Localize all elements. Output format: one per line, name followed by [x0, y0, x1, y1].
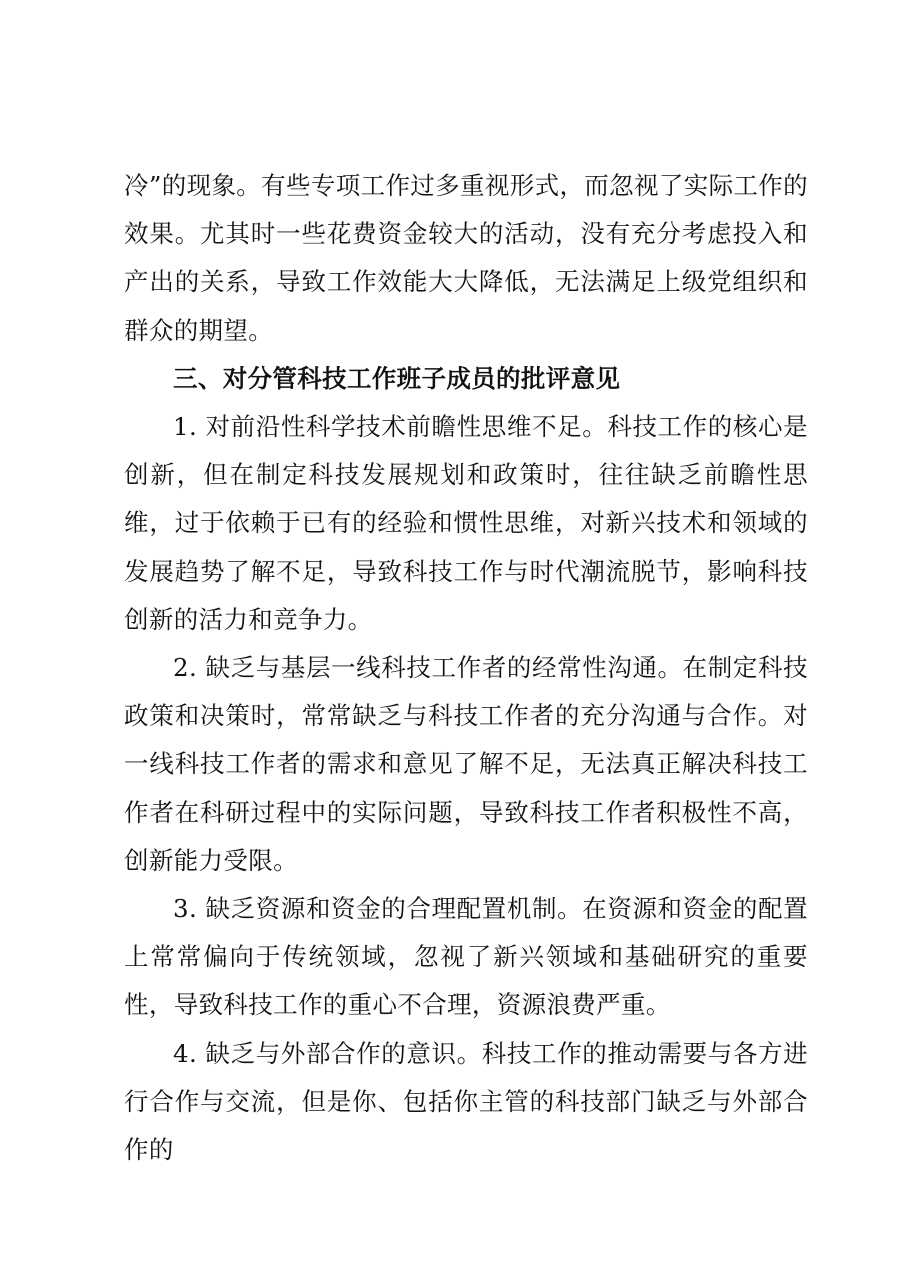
list-item: 3. 缺乏资源和资金的合理配置机制。在资源和资金的配置上常常偏向于传统领域，忽视了新兴领域和基础研究的重要性，导致科技工作的重心不合理，资源浪费严重。: [124, 894, 808, 1020]
section-heading: 三、对分管科技工作班子成员的批评意见: [173, 363, 621, 393]
list-item: 1. 对前沿性科学技术前瞻性思维不足。科技工作的核心是创新，但在制定科技发展规划和政策时，往往缺乏前瞻性思维，过于依赖于已有的经验和惯性思维，对新兴技术和领域的发展趋势了解不足，导致科技工作与时代潮流脱节，影响科技创新的活力和竞争力。: [124, 412, 808, 634]
document-body: [124, 162, 808, 1174]
paragraph-continuation: 冷”的现象。有些专项工作过多重视形式，而忽视了实际工作的效果。尤其时一些花费资金较大的活动，没有充分考虑投入和产出的关系，导致工作效能大大降低，无法满足上级党组织和群众的期望。: [124, 171, 808, 345]
list-item: 4. 缺乏与外部合作的意识。科技工作的推动需要与各方进行合作与交流，但是你、包括你主管的科技部门缺乏与外部合作的: [124, 1038, 808, 1165]
list-item: 2. 缺乏与基层一线科技工作者的经常性沟通。在制定科技政策和决策时，常常缺乏与科技工作者的充分沟通与合作。对一线科技工作者的需求和意见了解不足，无法真正解决科技工作者在科研过程中的实际问题，导致科技工作者积极性不高，创新能力受限。: [124, 653, 808, 875]
